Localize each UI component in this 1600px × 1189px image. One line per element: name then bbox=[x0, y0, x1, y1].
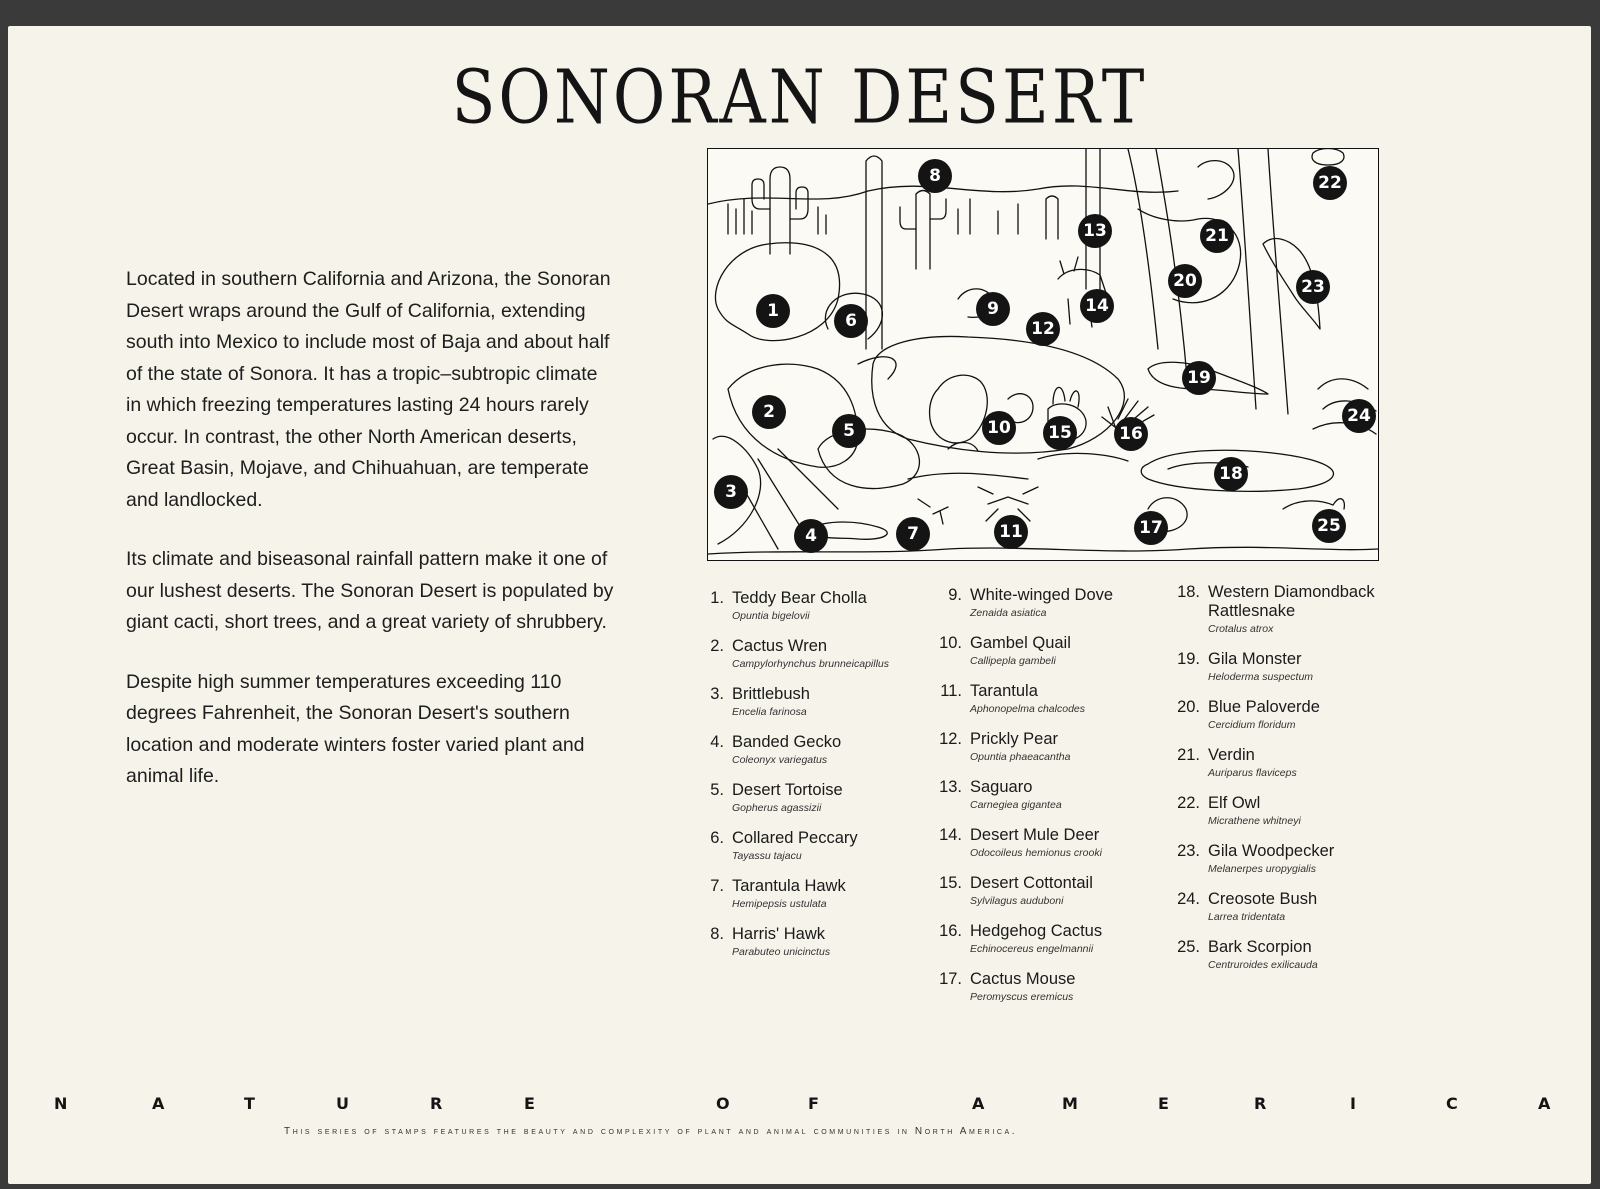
map-marker-11: 11 bbox=[994, 515, 1028, 549]
scientific-name: Centruroides exilicauda bbox=[1208, 959, 1318, 971]
legend-item bbox=[1174, 794, 1375, 829]
legend-item bbox=[698, 829, 889, 864]
series-title-letter: A bbox=[152, 1094, 165, 1113]
scientific-name: Odocoileus hemionus crooki bbox=[970, 847, 1102, 859]
common-name: Gambel Quail bbox=[970, 634, 1071, 652]
scientific-name: Larrea tridentata bbox=[1208, 911, 1286, 923]
series-title-letter: I bbox=[1350, 1094, 1356, 1113]
map-marker-18: 18 bbox=[1214, 457, 1248, 491]
scientific-name: Micrathene whitneyi bbox=[1208, 815, 1301, 827]
legend-item bbox=[936, 922, 1113, 957]
legend-number: 4. bbox=[710, 733, 724, 751]
legend-number: 6. bbox=[710, 829, 724, 847]
legend-item bbox=[698, 781, 889, 816]
series-title-letter: C bbox=[1446, 1094, 1458, 1113]
series-title-letter: N bbox=[54, 1094, 68, 1113]
map-marker-4: 4 bbox=[794, 519, 828, 553]
common-name-line-2: Rattlesnake bbox=[1208, 602, 1296, 620]
stamp-sheet bbox=[8, 26, 1591, 1184]
legend-item bbox=[936, 730, 1113, 765]
common-name: Bark Scorpion bbox=[1208, 938, 1312, 956]
common-name: Cactus Mouse bbox=[970, 970, 1076, 988]
legend-number: 21. bbox=[1177, 746, 1200, 764]
common-name: Western Diamondback bbox=[1208, 583, 1375, 601]
common-name: Tarantula bbox=[970, 682, 1038, 700]
page-title: SONORAN DESERT bbox=[451, 56, 1148, 142]
desert-scene-illustration bbox=[707, 148, 1379, 561]
legend-item bbox=[936, 874, 1113, 909]
common-name: Verdin bbox=[1208, 746, 1255, 764]
common-name: Teddy Bear Cholla bbox=[732, 589, 867, 607]
scientific-name: Echinocereus engelmannii bbox=[970, 943, 1094, 955]
legend-number: 11. bbox=[940, 682, 962, 700]
legend-item bbox=[1174, 842, 1375, 877]
scientific-name: Callipepla gambeli bbox=[970, 655, 1056, 667]
legend-item bbox=[1174, 746, 1375, 781]
common-name: Gila Woodpecker bbox=[1208, 842, 1335, 860]
map-marker-7: 7 bbox=[896, 517, 930, 551]
common-name: Harris' Hawk bbox=[732, 925, 825, 943]
intro-paragraph: Located in southern California and Arizona, the Sonoran Desert wraps around the Gulf of California, extending south into Mexico to include most of Baja and about half of the state of Sonora. It has a tropic–subtropic climate in which freezing temperatures lasting 24 hours rarely occur. In contrast, the other North American deserts, Great Basin, Mojave, and Chihuahuan, are temperate and landlocked. bbox=[126, 268, 611, 511]
map-marker-10: 10 bbox=[982, 411, 1016, 445]
map-marker-5: 5 bbox=[832, 414, 866, 448]
legend-item bbox=[698, 733, 889, 768]
legend-item bbox=[698, 637, 889, 672]
map-marker-24: 24 bbox=[1342, 399, 1376, 433]
map-marker-13: 13 bbox=[1078, 214, 1112, 248]
legend-number: 24. bbox=[1177, 890, 1200, 908]
legend-number: 5. bbox=[710, 781, 724, 799]
scientific-name: Peromyscus eremicus bbox=[970, 991, 1074, 1003]
scientific-name: Melanerpes uropygialis bbox=[1208, 863, 1316, 875]
map-marker-6: 6 bbox=[834, 304, 868, 338]
legend-item bbox=[936, 778, 1113, 813]
legend-item bbox=[936, 634, 1113, 669]
common-name: Gila Monster bbox=[1208, 650, 1302, 668]
map-marker-14: 14 bbox=[1080, 289, 1114, 323]
legend-column-3 bbox=[1174, 583, 1375, 986]
legend-number: 12. bbox=[939, 730, 962, 748]
legend-item bbox=[698, 877, 889, 912]
map-markers bbox=[708, 149, 1378, 560]
common-name: Cactus Wren bbox=[732, 637, 828, 655]
map-marker-1: 1 bbox=[756, 294, 790, 328]
intro-paragraph: Its climate and biseasonal rainfall pattern make it one of our lushest deserts. The Sonoran Desert is populated by giant cacti, short trees, and a great variety of shrubbery. bbox=[126, 548, 614, 633]
map-marker-17: 17 bbox=[1134, 511, 1168, 545]
legend-item bbox=[1174, 583, 1375, 637]
scientific-name: Opuntia bigelovii bbox=[732, 610, 810, 622]
common-name: Banded Gecko bbox=[732, 733, 842, 751]
map-marker-12: 12 bbox=[1026, 312, 1060, 346]
common-name: Desert Mule Deer bbox=[970, 826, 1100, 844]
legend-number: 16. bbox=[939, 922, 962, 940]
legend-number: 19. bbox=[1177, 650, 1200, 668]
legend-item bbox=[1174, 938, 1375, 973]
legend-item bbox=[936, 826, 1113, 861]
legend-number: 10. bbox=[939, 634, 962, 652]
map-marker-9: 9 bbox=[976, 292, 1010, 326]
legend-number: 23. bbox=[1177, 842, 1200, 860]
map-marker-20: 20 bbox=[1168, 264, 1202, 298]
legend-item bbox=[698, 925, 889, 960]
legend-number: 17. bbox=[939, 970, 962, 988]
map-marker-21: 21 bbox=[1200, 219, 1234, 253]
common-name: Desert Tortoise bbox=[732, 781, 843, 799]
intro-paragraph: Despite high summer temperatures exceeding 110 degrees Fahrenheit, the Sonoran Desert's southern location and moderate winters foster varied plant and animal life. bbox=[126, 670, 585, 787]
series-title-letter: E bbox=[1158, 1094, 1169, 1113]
series-title-letter: U bbox=[336, 1094, 349, 1113]
common-name: Prickly Pear bbox=[970, 730, 1059, 748]
common-name: Desert Cottontail bbox=[970, 874, 1093, 892]
common-name: Creosote Bush bbox=[1208, 890, 1318, 908]
scientific-name: Zenaida asiatica bbox=[970, 607, 1047, 619]
intro-text bbox=[126, 264, 616, 821]
map-marker-3: 3 bbox=[714, 475, 748, 509]
legend-number: 20. bbox=[1177, 698, 1200, 716]
legend-number: 9. bbox=[948, 586, 962, 604]
common-name: Saguaro bbox=[970, 778, 1033, 796]
common-name: Tarantula Hawk bbox=[732, 877, 846, 895]
legend-number: 13. bbox=[939, 778, 962, 796]
scientific-name: Coleonyx variegatus bbox=[732, 754, 828, 766]
map-marker-8: 8 bbox=[918, 159, 952, 193]
legend-number: 18. bbox=[1177, 583, 1200, 601]
common-name: White-winged Dove bbox=[970, 586, 1114, 604]
series-title-letter: M bbox=[1062, 1094, 1078, 1113]
legend-number: 8. bbox=[710, 925, 724, 943]
map-marker-23: 23 bbox=[1296, 270, 1330, 304]
common-name: Elf Owl bbox=[1208, 794, 1261, 812]
legend-number: 7. bbox=[710, 877, 724, 895]
map-marker-22: 22 bbox=[1313, 166, 1347, 200]
legend-item bbox=[698, 685, 889, 720]
legend-number: 3. bbox=[710, 685, 724, 703]
series-title-letter: R bbox=[430, 1094, 443, 1113]
series-title-letter: F bbox=[808, 1094, 819, 1113]
legend-item bbox=[1174, 698, 1375, 733]
legend-item bbox=[1174, 890, 1375, 925]
legend-item bbox=[936, 970, 1113, 1005]
scientific-name: Auriparus flaviceps bbox=[1208, 767, 1297, 779]
legend-number: 22. bbox=[1177, 794, 1200, 812]
series-title-letter: A bbox=[1538, 1094, 1551, 1113]
legend-number: 14. bbox=[939, 826, 962, 844]
scientific-name: Tayassu tajacu bbox=[732, 850, 802, 862]
series-title-letter: T bbox=[244, 1094, 255, 1113]
map-marker-16: 16 bbox=[1114, 417, 1148, 451]
common-name: Hedgehog Cactus bbox=[970, 922, 1103, 940]
map-marker-15: 15 bbox=[1043, 416, 1077, 450]
series-title-letter: R bbox=[1254, 1094, 1267, 1113]
common-name: Blue Paloverde bbox=[1208, 698, 1320, 716]
series-caption: This series of stamps features the beauty and complexity of plant and animal communities in North America. bbox=[284, 1126, 1018, 1137]
legend-item bbox=[1174, 650, 1375, 685]
scientific-name: Aphonopelma chalcodes bbox=[970, 703, 1085, 715]
scientific-name: Opuntia phaeacantha bbox=[970, 751, 1071, 763]
scientific-name: Hemipepsis ustulata bbox=[732, 898, 827, 910]
series-title-letter: O bbox=[716, 1094, 730, 1113]
legend-number: 25. bbox=[1177, 938, 1200, 956]
map-marker-25: 25 bbox=[1312, 509, 1346, 543]
series-title bbox=[8, 1094, 1591, 1118]
legend-number: 2. bbox=[710, 637, 724, 655]
map-marker-19: 19 bbox=[1182, 361, 1216, 395]
series-title-letter: A bbox=[972, 1094, 985, 1113]
scientific-name: Crotalus atrox bbox=[1208, 623, 1274, 635]
legend-number: 15. bbox=[939, 874, 962, 892]
scientific-name: Sylvilagus auduboni bbox=[970, 895, 1064, 907]
legend-item bbox=[936, 586, 1113, 621]
legend-column-2 bbox=[936, 586, 1113, 1018]
common-name: Collared Peccary bbox=[732, 829, 858, 847]
legend-item bbox=[698, 589, 889, 624]
scientific-name: Carnegiea gigantea bbox=[970, 799, 1062, 811]
legend-item bbox=[936, 682, 1113, 717]
common-name: Brittlebush bbox=[732, 685, 810, 703]
legend-number: 1. bbox=[710, 589, 724, 607]
scientific-name: Gopherus agassizii bbox=[732, 802, 822, 814]
scientific-name: Campylorhynchus brunneicapillus bbox=[732, 658, 889, 670]
scientific-name: Parabuteo unicinctus bbox=[732, 946, 831, 958]
scientific-name: Encelia farinosa bbox=[732, 706, 807, 718]
map-marker-2: 2 bbox=[752, 395, 786, 429]
series-title-letter: E bbox=[524, 1094, 535, 1113]
legend-column-1 bbox=[698, 589, 889, 973]
scientific-name: Heloderma suspectum bbox=[1208, 671, 1314, 683]
scientific-name: Cercidium floridum bbox=[1208, 719, 1296, 731]
